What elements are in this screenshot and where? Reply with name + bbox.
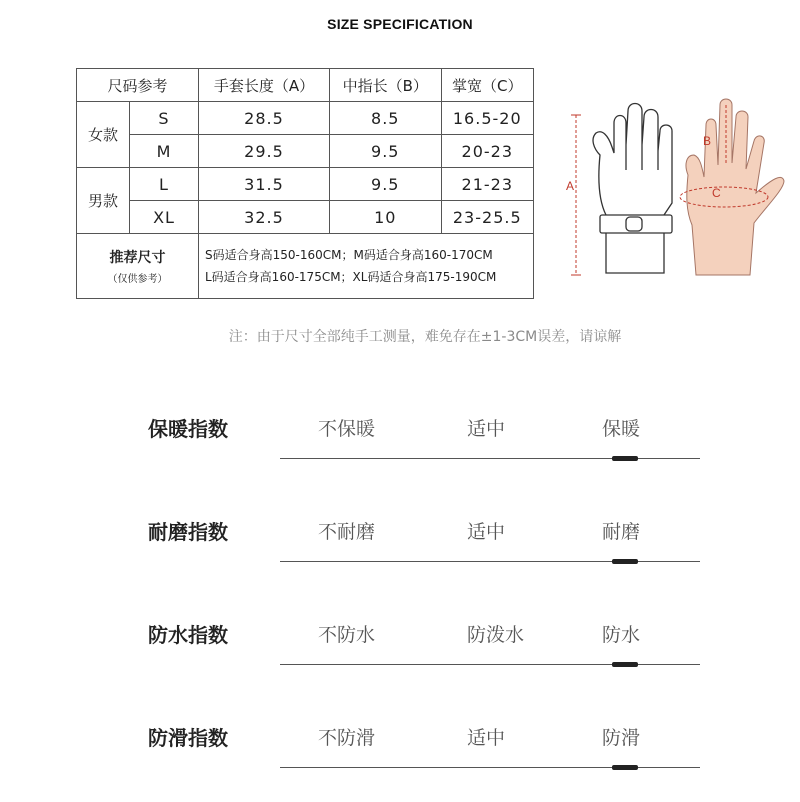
rating-option-high: 防滑 <box>602 727 641 749</box>
size-cell: M <box>130 135 199 168</box>
rating-option-mid: 适中 <box>467 727 506 749</box>
rating-durability <box>0 516 800 596</box>
rating-option-high: 防水 <box>602 624 641 646</box>
rating-option-mid: 适中 <box>467 418 506 440</box>
size-cell: S <box>130 102 199 135</box>
rating-label: 耐磨指数 <box>148 520 228 544</box>
length-cell: 29.5 <box>199 135 330 168</box>
rating-option-low: 不防水 <box>318 624 376 646</box>
finger-cell: 9.5 <box>329 168 441 201</box>
size-cell: XL <box>130 201 199 234</box>
measurement-note: 注：由于尺寸全部纯手工测量，难免存在±1-3CM误差，请谅解 <box>228 329 622 345</box>
recommend-label <box>77 234 199 299</box>
size-cell: L <box>130 168 199 201</box>
finger-cell: 8.5 <box>329 102 441 135</box>
rating-option-mid: 防泼水 <box>467 624 525 646</box>
rating-waterproof <box>0 619 800 699</box>
recommend-title: 推荐尺寸 <box>109 250 166 266</box>
rating-warmth <box>0 413 800 493</box>
label-b: B <box>703 134 712 148</box>
rating-option-high: 耐磨 <box>602 521 641 543</box>
rating-option-low: 不保暖 <box>318 418 376 440</box>
header-width: 掌宽（C） <box>441 69 533 102</box>
header-finger: 中指长（B） <box>329 69 441 102</box>
rating-marker <box>612 559 638 564</box>
finger-cell: 9.5 <box>329 135 441 168</box>
header-length: 手套长度（A） <box>199 69 330 102</box>
rating-marker <box>612 456 638 461</box>
length-cell: 28.5 <box>199 102 330 135</box>
rating-antislip <box>0 722 800 802</box>
width-cell: 23-25.5 <box>441 201 533 234</box>
rating-label: 防水指数 <box>148 623 228 647</box>
glove-hand-illustration <box>560 95 785 285</box>
width-cell: 21-23 <box>441 168 533 201</box>
rating-marker <box>612 765 638 770</box>
recommend-text <box>199 234 534 299</box>
rating-marker <box>612 662 638 667</box>
label-c: C <box>712 186 721 200</box>
label-a: A <box>566 179 575 193</box>
table-header-row <box>77 69 534 102</box>
table-row <box>77 135 534 168</box>
table-row <box>77 201 534 234</box>
width-cell: 16.5-20 <box>441 102 533 135</box>
group-men: 男款 <box>77 168 130 234</box>
group-women: 女款 <box>77 102 130 168</box>
rating-label: 防滑指数 <box>148 726 228 750</box>
width-cell: 20-23 <box>441 135 533 168</box>
rating-option-low: 不防滑 <box>318 727 376 749</box>
length-cell: 32.5 <box>199 201 330 234</box>
size-table <box>76 68 534 299</box>
recommend-row <box>77 234 534 299</box>
glove-icon <box>593 104 672 274</box>
rating-option-mid: 适中 <box>467 521 506 543</box>
table-row <box>77 102 534 135</box>
recommend-line-1: S码适合身高150-160CM；M码适合身高160-170CM <box>205 248 493 262</box>
recommend-subtitle: （仅供参考） <box>107 274 168 285</box>
rating-option-high: 保暖 <box>602 418 641 440</box>
finger-cell: 10 <box>329 201 441 234</box>
page-title: SIZE SPECIFICATION <box>327 16 473 32</box>
recommend-line-2: L码适合身高160-175CM；XL码适合身高175-190CM <box>205 270 497 284</box>
rating-label: 保暖指数 <box>148 417 228 441</box>
table-row <box>77 168 534 201</box>
header-size: 尺码参考 <box>77 69 199 102</box>
length-cell: 31.5 <box>199 168 330 201</box>
rating-option-low: 不耐磨 <box>318 521 376 543</box>
